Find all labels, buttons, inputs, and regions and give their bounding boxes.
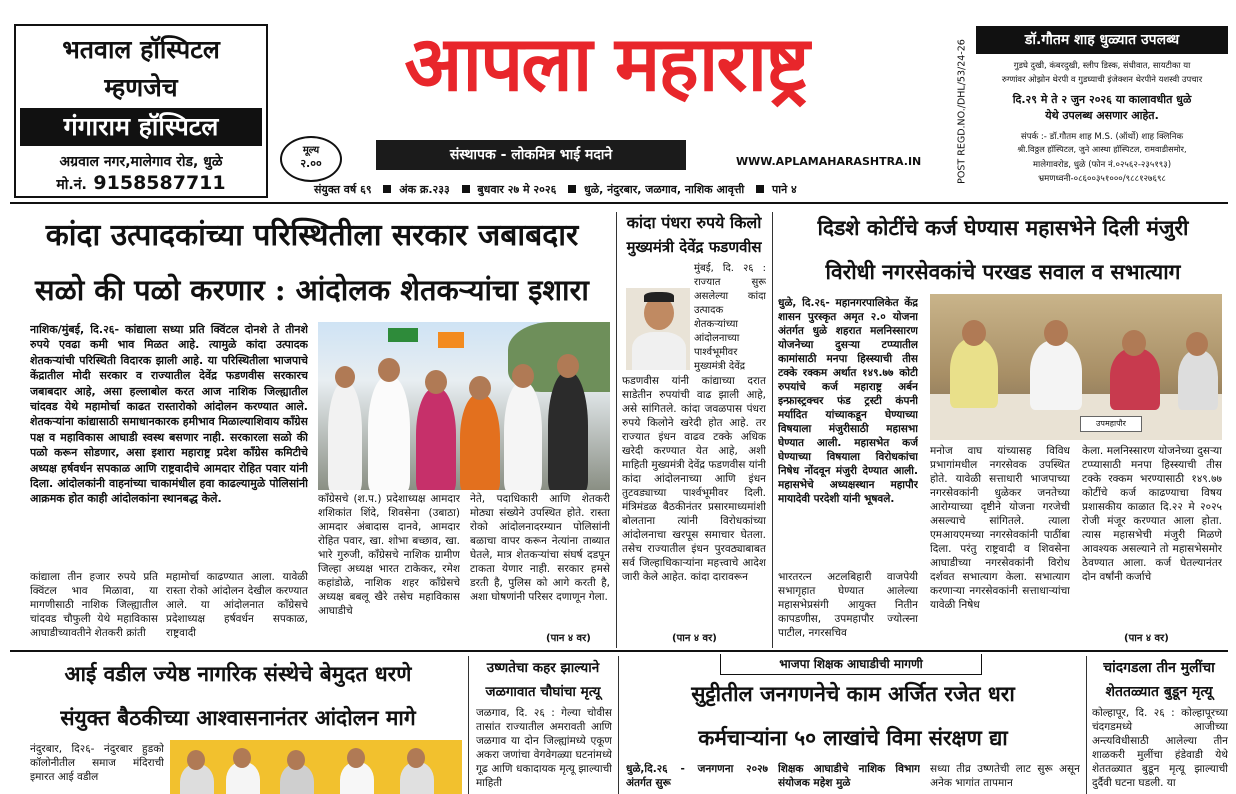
- price-badge: [280, 136, 342, 182]
- story6-headline2: कर्मचाऱ्यांना ५० लाखांचे विमा संरक्षण द्या: [698, 725, 1008, 750]
- header-rule: [10, 202, 1228, 204]
- story2-text-body: फडणवीस यांनी कांद्याच्या दरात साडेतीन रुपयांची वाढ झाली आहे, असे सांगितले. कांदा जवळपास पंधरा रुपये किलोने खरेदी होत आहे. तर राज्यात इंधन वाढव टक्के अधिक खरेदी करण्यात येत आहे, अशी माहिती मुख्यमंत्री देवेंद्र फडणवीस यांनी कांदा आंदोलनाच्या आणि इंधन तुटवड्याच्या पार्श्वभूमीवर दिली. मंत्रिमंडळ बैठकीनंतर प्रसारमाध्यमांशी बोलताना त्यांनी विरोधकांच्या आंदोलनाचा खरपूस समाचार घेतला. तसेच राज्यातील इंधन पुरवठ्याबाबत सर्व जिल्हाधिकाऱ्यांना महत्त्वाचे आदेश जारी केले आहेत. कांदा दारावरून: [622, 375, 766, 583]
- right-ad-line5: संपर्क :- डॉ.गौतम शाह M.S. (ऑर्थो) शाह क्लिनिक: [1020, 132, 1184, 142]
- story5-headline2: जळगावात चौघांचा मृत्यू: [485, 684, 601, 700]
- story2-headline2: मुख्यमंत्री देवेंद्र फडणवीस: [626, 238, 762, 256]
- column-divider: [618, 656, 619, 794]
- story1-lead: नाशिक/मुंबई, दि.२६- कांद्याला सध्या प्रति क्विंटल दोनशे ते तीनशे रुपये एवढा कमी भाव मिळत आहे. त्यामुळे कांदा उत्पादक शेतकऱ्यांची परिस्थिती विदारक झाली आहे. या परिस्थितीला भाजपाचे केंद्रातील मोदी सरकार व राज्यातील देवेंद्र फडणवीस सरकारच जबाबदार आहे, असा हल्लाबोल करत आज नाशिक जिल्ह्यातील चांदवड येथे महामोर्चा काढत रास्तारोको आंदोलन करण्यात आले. शेतकऱ्यांना कांद्यासाठी समाधानकारक हमीभाव मिळाल्याशिवाय काँग्रेस पक्ष व महाविकास आघाडी स्वस्थ बसणार नाही. सरकारला सळो की पळो करून सोडणार, असा इशारा महाराष्ट्र प्रदेश काँग्रेस कमिटीचे अध्यक्ष हर्षवर्धन सपकाळ आणि राष्ट्रवादीचे आमदार रोहित पवार यांनी दिला. आंदोलकांनी वाहनांच्या चाकामंधील हवा काढल्यामुळे पोलिसांनी आक्रमक होत काही आंदोलकांना स्थानबद्ध केले.: [30, 323, 308, 506]
- story1-col2: महामोर्चा काढण्यात आला. यावेळी रास्ता रोको आंदोलन देखील करण्यात आले. या आंदोलनात काँग्रेसचे प्रदेशाध्यक्ष हर्षवर्धन सपकाळ, राष्ट्रवादी: [166, 571, 308, 639]
- story7-headline1: चांदगडला तीन मुलींचा: [1103, 660, 1215, 676]
- right-ad-line7: मालेगावरोड, धुळे (फोन नं.०२५६२-२३५१९३): [1032, 160, 1172, 170]
- right-ad-line3: दि.२९ मे ते २ जुन २०२६ या कालावधीत धुळे: [1012, 93, 1192, 106]
- story7-text: कोल्हापूर, दि. २६ : कोल्हापूरच्या चंदगडमध्ये आजीच्या अन्त्यविधीसाठी आलेल्या तीन शाळकरी मुलींचा हंडेवाडी येथे शेततळ्यात बुडून मृत्यू झाल्याची दुर्दैवी घटना घडली. या: [1092, 707, 1228, 789]
- story1-continued: (पान ४ वर): [546, 633, 591, 644]
- story6-kicker: भाजपा शिक्षक आघाडीची मागणी: [720, 654, 982, 675]
- issue-item: संयुक्त वर्ष ६९: [314, 183, 372, 196]
- story4-headline1: आई वडील ज्येष्ठ नागरिक संस्थेचे बेमुदत धरणे: [64, 661, 412, 686]
- story3-headline2: विरोधी नगरसेवकांचे परखड सवाल व सभात्याग: [825, 259, 1181, 284]
- right-ad-line1: गुडघे दुखी, कंबरदुखी, स्लीप डिस्क, संधीवात, सायटीका या: [1013, 60, 1191, 70]
- price-value: २.००: [300, 157, 322, 170]
- story3-col1b: भारतरत्न अटलबिहारी वाजपेयी सभागृहात घेण्यात आलेल्या महासभेप्रसंगी आयुक्त नितीन कापडणीस, उपमहापौर ज्योत्स्ना पाटील, नगरसचिव: [778, 571, 918, 639]
- masthead-title: आपला महाराष्ट्र: [404, 19, 808, 108]
- left-ad-line3: गंगाराम हॉस्पिटल: [20, 108, 262, 146]
- story3-bold-text: धुळे, दि.२६- महानगरपालिकेत केंद्र शासन पुरस्कृत अमृत २.० योजना अंतर्गत धुळे शहरात मलनिस्सारण योजनेच्या दुसऱ्या टप्प्यातील कामांसाठी मनपा हिस्स्याची तीस टक्के रक्कम अर्थात १४९.७७ कोटी रुपयांचे कर्ज महाराष्ट्र अर्बन इन्फ्रास्ट्रक्चर फंड ट्रस्टी कंपनी मर्यादित यांच्याकडून घेण्याच्या विषयाला मंजुरीसाठी महासभा घेण्यात आली. महासभेत कर्ज घेण्याच्या विषयाला विरोधकांचा निषेध नोंदवून मंजुरी देण्यात आली. महासभेचे अध्यक्षस्थान महापौर मायादेवी परदेशी यांनी भूषवले.: [778, 297, 918, 505]
- right-ad-title: डॉ.गौतम शाह धुळ्यात उपलब्ध: [976, 26, 1228, 54]
- story1-protest-photo: [318, 322, 610, 490]
- story3-col3: केला. मलनिस्सारण योजनेच्या दुसऱ्या टप्प्यासाठी मनपा हिस्स्याची तीस टक्के रक्कम भरण्यासाठी १४९.७७ कोटींचे कर्ज काढण्याचा विषय प्रशासकीय काळात दि.२२ मे २०२५ रोजी मंजूर करण्यात आला होता. त्यास महासभेची मंजुरी मिळणे आवश्यक असल्याने तो महासभेसमोर ठेवण्यात आला. कर्ज घेतल्यानंतर दोन वर्षांनी कर्जाचे: [1082, 445, 1222, 583]
- story4-headline2: संयुक्त बैठकीच्या आश्वासनानंतर आंदोलन मागे: [60, 705, 416, 730]
- left-ad-phone: 9158587711: [93, 172, 226, 194]
- right-ad-line2: रुग्णांवर ओझोन थेरपी व गुडघ्याची इंजेक्शन थेरपीने यशस्वी उपचार: [1001, 74, 1203, 84]
- issue-item: पाने ४: [771, 183, 797, 196]
- left-ad-phone-label: मो.नं.: [56, 177, 87, 193]
- story6-col2: शिक्षक आघाडीचे नाशिक विभाग संयोजक महेश मुळे: [778, 763, 920, 789]
- story5-text: जळगाव, दि. २६ : गेल्या चोवीस तासांत राज्यातील अमरावती आणि जळगाव या दोन जिल्ह्यांमध्ये एकूण अकरा जणांचा वेगवेगळ्या घटनांमध्ये गूढ आणि धकादायक मृत्यू झाल्याची माहिती: [476, 707, 612, 789]
- story6-headline1: सुट्टीतील जनगणनेचे काम अर्जित रजेत धरा: [691, 681, 1015, 706]
- postal-registration: POST REGD.NO./DHL/53/24-26: [956, 39, 968, 184]
- column-divider: [1086, 656, 1087, 794]
- story6-col3: सध्या तीव्र उष्णतेची लाट सुरू असून अनेक भागांत तापमान: [930, 763, 1080, 789]
- story2-cm-portrait: [626, 288, 690, 370]
- section-rule: [10, 650, 1228, 652]
- story2-text-top: मुंबई, दि. २६ : राज्यात सुरू असलेल्या कांदा उत्पादक शेतकऱ्यांच्या आंदोलनाच्या पार्श्वभूमीवर मुख्यमंत्री देवेंद्र: [694, 263, 766, 372]
- story1-col3: काँग्रेसचे (श.प.) प्रदेशाध्यक्ष आमदार शशिकांत शिंदे, शिवसेना (उबाठा) आमदार अंबादास दानवे, आमदार रोहित पवार, खा. शोभा बच्छाव, खा. भारे गुरुजी, काँग्रेसचे नाशिक ग्रामीण जिल्हा अध्यक्ष भारत टाकेकर, रमेश कहांडोळे, नाशिक शहर काँग्रेसचे अध्यक्ष बबलू खैरे तसेच महाविकास आघाडीचे: [318, 493, 460, 617]
- issue-item: धुळे, नंदुरबार, जळगाव, नाशिक आवृत्ती: [584, 183, 745, 196]
- website-link[interactable]: WWW.APLAMAHARASHTRA.IN: [736, 155, 922, 168]
- left-ad-phone-row: [16, 172, 266, 194]
- left-ad-box: [14, 24, 268, 198]
- issue-item: अंक क्र.२३३: [399, 183, 450, 196]
- founder-bar: संस्थापक - लोकमित्र भाई मदाने: [376, 140, 686, 170]
- issue-info-row: [314, 182, 934, 197]
- story5-headline1: उष्णतेचा कहर झाल्याने: [486, 660, 600, 676]
- story1-col1: कांद्याला तीन हजार रुपये प्रति क्विंटल भाव मिळावा, या मागणीसाठी नाशिक जिल्ह्यातील चांदवड चौफुली येथे महाविकास आघाडीच्यावतीने शेतकरी क्रांती: [30, 571, 158, 639]
- right-ad-box: [976, 26, 1228, 196]
- right-ad-line6: श्री.विठ्ठल हॉस्पिटल, जुने आस्था हॉस्पिटल, रामवाडीसमोर,: [1017, 144, 1187, 154]
- story1-headline2: सळो की पळो करणार : आंदोलक शेतकऱ्यांचा इशारा: [35, 273, 589, 307]
- story3-meeting-photo: [930, 294, 1222, 440]
- left-ad-address: अग्रवाल नगर,मालेगाव रोड, धुळे: [59, 154, 223, 170]
- story4-text: नंदुरबार, दि२६- नंदुरबार हुडको कॉलोनीतील समाज मंदिराची इमारत आई वडील: [30, 743, 164, 783]
- column-divider: [468, 656, 469, 794]
- right-ad-line4: येथे उपलब्ध असणार आहेत.: [1045, 109, 1159, 122]
- story7-headline2: शेततळ्यात बुडून मृत्यू: [1105, 684, 1213, 700]
- story4-sitin-photo: [170, 740, 462, 794]
- story6-col1: धुळे,दि.२६ - जनगणना २०२७ अंतर्गत सुरू: [626, 763, 768, 789]
- story2-continued: (पान ४ वर): [672, 633, 717, 644]
- story1-col4: नेते, पदाधिकारी आणि शेतकरी मोठ्या संख्येने उपस्थित होते. रास्ता रोको आंदोलनादरम्यान पोलिसांनी बळाचा वापर करून नेत्यांना ताब्यात घेतले, मात्र शेतकऱ्यांचा संघर्ष दडपून टाकता येणार नाही. सरकार हमसे डरती है, पुलिस को आगे करती है, अशा घोषणांनी परिसर दणाणून गेला.: [470, 493, 610, 603]
- story1-headline1: कांदा उत्पादकांच्या परिस्थितीला सरकार जबाबदार: [45, 218, 579, 253]
- left-ad-line1: भतवाल हॉस्पिटल: [62, 35, 220, 64]
- story3-continued: (पान ४ वर): [1124, 633, 1169, 644]
- story3-photo-nameplate: उपमहापौर: [1080, 416, 1142, 432]
- story2-headline1: कांदा पंधरा रुपये किलो: [626, 213, 762, 232]
- left-ad-line2: म्हणजेच: [104, 73, 178, 102]
- right-ad-line8: भ्रमणध्वनी-०८६००३५१०००/९८८१२७६९८: [1038, 174, 1166, 184]
- story3-headline1: दिडशे कोटींचे कर्ज घेण्यास महासभेने दिली मंजुरी: [817, 215, 1189, 240]
- price-label: मूल्य: [302, 145, 320, 156]
- issue-item: बुधवार २७ मे २०२६: [477, 183, 557, 196]
- column-divider: [772, 212, 773, 648]
- column-divider: [616, 212, 617, 648]
- story3-col2: मनोज वाघ यांच्यासह विविध प्रभागांमधील नगरसेवक उपस्थित होते. यावेळी सत्ताधारी भाजपाच्या नगरसेवकांनी धुळेकर जनतेच्या आरोग्याच्या दृष्टीने योजना गरजेची असल्याचे सांगितले. त्याला एमआयएमच्या नगरसेवकांनी पाठींबा दिला. परंतु राष्ट्रवादी व शिवसेना आघाडीच्या नगरसेवकांनी विरोध दर्शवत सभात्याग केला. सभात्याग करणाऱ्या नगरसेवकांनी सत्ताधाऱ्यांचा यावेळी निषेध: [930, 445, 1070, 611]
